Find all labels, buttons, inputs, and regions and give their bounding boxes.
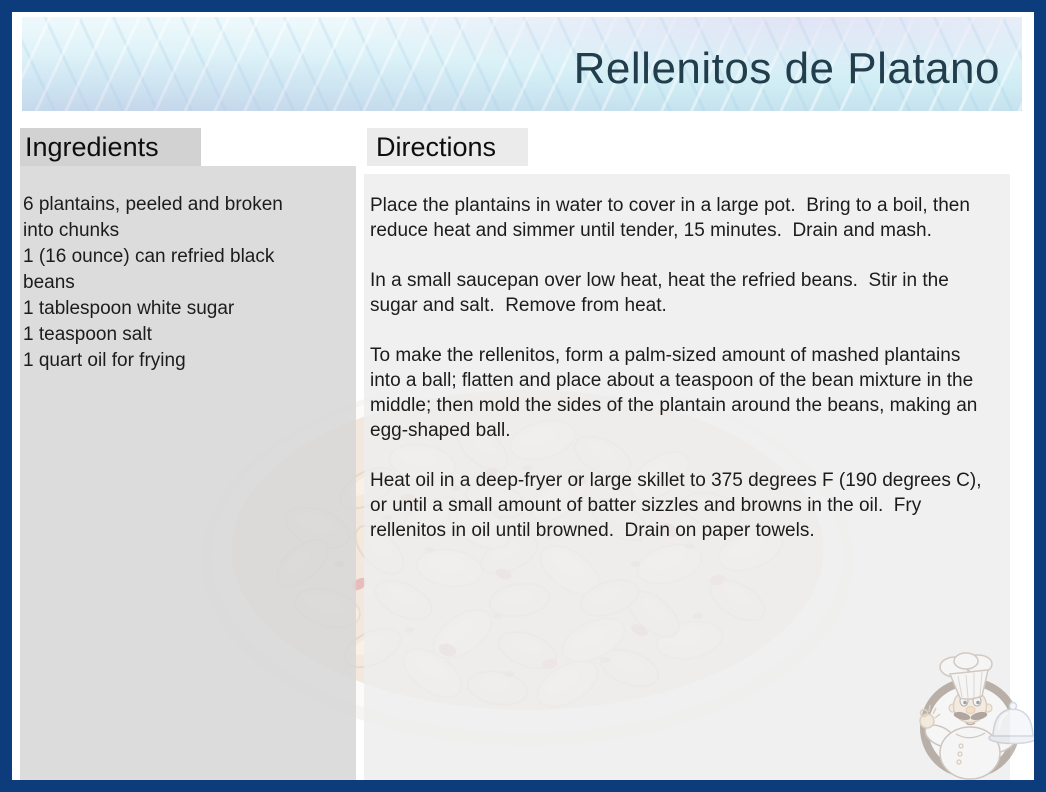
ingredients-heading: Ingredients xyxy=(20,128,201,166)
ingredient-item: 6 plantains, peeled and broken into chunks xyxy=(23,194,289,241)
ingredient-item: 1 (16 ounce) can refried black beans xyxy=(23,246,280,293)
direction-step: Place the plantains in water to cover in a large pot. Bring to a boil, then reduce heat and simmer until tender, 15 minutes. Drain and mash. xyxy=(370,195,976,241)
ingredient-item: 1 teaspoon salt xyxy=(23,324,152,345)
chef-mascot-icon xyxy=(900,650,1040,782)
header-banner xyxy=(22,17,1022,111)
ingredient-item: 1 tablespoon white sugar xyxy=(23,298,235,319)
direction-step: In a small saucepan over low heat, heat the refried beans. Stir in the sugar and salt. Remove from heat. xyxy=(370,270,955,316)
ingredient-item: 1 quart oil for frying xyxy=(23,350,186,371)
directions-heading: Directions xyxy=(367,128,528,166)
ingredients-panel xyxy=(20,166,356,780)
page-title: Rellenitos de Platano xyxy=(573,44,1000,93)
direction-step: Heat oil in a deep-fryer or large skillet to 375 degrees F (190 degrees C), or until a small amount of batter sizzles and browns in the oil. Fry rellenitos in oil until browned. Drain on paper towels. xyxy=(370,470,987,541)
direction-step: To make the rellenitos, form a palm-sized amount of mashed plantains into a ball; flatten and place about a teaspoon of the bean mixture in the middle; then mold the sides of the plantain around the beans, making an egg-shaped ball. xyxy=(370,345,983,441)
